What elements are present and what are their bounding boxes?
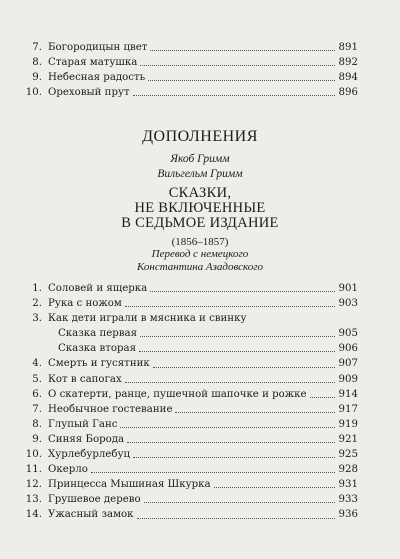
toc-entry [20,477,358,492]
entry-title: Глупый Ганс [48,418,118,430]
entry-number: 11. [25,464,42,476]
toc-entry [20,507,358,522]
entry-number: 9. [32,433,42,445]
entry-number: 8. [32,57,42,69]
entry-page-number: 931 [338,479,358,491]
toc-entry [20,326,358,341]
toc-entry [20,70,358,85]
entry-page-number: 921 [338,433,358,445]
years: (1856–1857) [171,236,229,248]
entry-title: Окерло [48,464,88,476]
toc-entry [20,281,358,296]
dot-leader [127,441,335,443]
entry-page-number: 925 [338,449,358,461]
entry-title: Старая матушка [48,57,138,69]
entry-title: Кот в сапогах [48,373,122,385]
book-title-line: НЕ ВКЛЮЧЕННЫЕ [134,200,266,216]
dot-leader [140,335,335,337]
entry-page-number: 936 [338,509,358,521]
section-heading: ДОПОЛНЕНИЯ [142,128,258,145]
entry-title: Грушевое дерево [48,494,141,506]
entry-page-number: 906 [338,343,358,355]
dot-leader [139,350,335,352]
dot-leader [310,396,335,398]
entry-title: Ореховый прут [48,87,130,99]
entry-number: 8. [32,418,42,430]
entry-number: 9. [32,72,42,84]
dot-leader [120,426,335,428]
toc-entry [20,447,358,462]
entry-number: 3. [32,313,42,325]
dot-leader [125,381,335,383]
toc-entry [20,492,358,507]
translator-name: Константина Азадовского [136,261,264,273]
entry-title: Смерть и гусятник [48,358,150,370]
dot-leader [91,471,335,473]
dot-leader [133,94,335,96]
toc-list-main [20,281,358,523]
toc-entry [20,40,358,55]
entry-number: 10. [25,449,42,461]
dot-leader [153,366,335,368]
entry-title: Синяя Борода [48,433,125,445]
entry-page-number: 901 [338,283,358,294]
dot-leader [150,290,335,292]
toc-entry [20,387,358,402]
toc-entry [20,417,358,432]
toc-list-top [20,40,358,100]
entry-number: 7. [32,403,42,415]
entry-number: 1. [32,283,42,294]
entry-page-number: 891 [338,42,358,53]
toc-entry [20,356,358,371]
entry-title: Как дети играли в мясника и свинку [48,313,247,325]
toc-entry [20,372,358,387]
entry-page-number: 892 [338,57,358,69]
entry-number: 12. [25,479,42,491]
dot-leader [148,79,335,81]
entry-title: Рука с ножом [48,298,122,310]
book-title-line: В СЕДЬМОЕ ИЗДАНИЕ [121,215,279,231]
translation-note: Перевод с немецкого [151,248,249,260]
entry-title: Хурлебурлебуц [48,449,131,461]
entry-number: 2. [32,298,42,310]
dot-leader [137,517,336,519]
book-title-line: СКАЗКИ, [168,185,232,201]
entry-title: Необычное гостевание [48,403,173,415]
entry-page-number: 909 [338,373,358,385]
entry-page-number: 894 [338,72,358,84]
entry-number: 4. [32,358,42,370]
entry-number: 13. [25,494,42,506]
entry-page-number: 896 [338,87,358,99]
author-jacob: Якоб Гримм [170,153,230,165]
entry-title: Сказка первая [58,328,138,340]
toc-entry [20,296,358,311]
entry-title: Богородицын цвет [48,42,148,53]
dot-leader [175,411,335,413]
toc-entry [20,341,358,356]
entry-title: О скатерти, ранце, пушечной шапочке и рожке [48,388,307,400]
entry-title: Сказка вторая [58,343,136,355]
entry-title: Соловей и ящерка [48,283,148,294]
toc-entry [20,402,358,417]
toc-entry [20,55,358,70]
entry-page-number: 907 [338,358,358,370]
entry-title: Небесная радость [48,72,146,84]
entry-page-number: 933 [338,494,358,506]
entry-page-number: 905 [338,328,358,340]
entry-number: 6. [32,388,42,400]
author-wilhelm: Вильгельм Гримм [157,168,243,180]
dot-leader [144,501,335,503]
entry-number: 10. [25,87,42,99]
dot-leader [133,456,335,458]
toc-entry [20,432,358,447]
entry-page-number: 917 [338,403,358,415]
entry-number: 7. [32,42,42,53]
entry-number: 5. [32,373,42,385]
toc-entry [20,85,358,100]
entry-page-number: 919 [338,418,358,430]
entry-page-number: 928 [338,464,358,476]
entry-title: Ужасный замок [48,509,134,521]
dot-leader [140,64,335,66]
entry-number: 14. [25,509,42,521]
entry-page-number: 903 [338,298,358,310]
dot-leader [150,49,335,51]
toc-entry [20,462,358,477]
entry-page-number: 914 [338,388,358,400]
toc-entry [20,311,358,326]
dot-leader [214,486,335,488]
dot-leader [125,305,335,307]
entry-title: Принцесса Мышиная Шкурка [48,479,211,491]
